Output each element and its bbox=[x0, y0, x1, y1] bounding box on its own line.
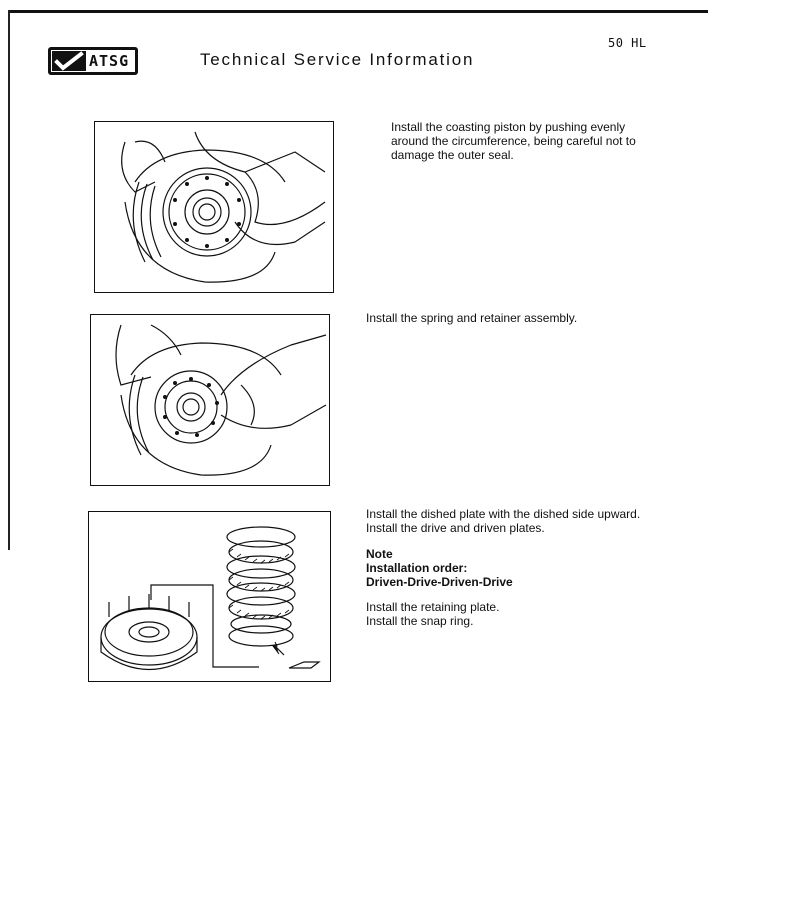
step-coasting-piston-text: Install the coasting piston by pushing evenly around the circumference, being careful not to damage the outer seal. bbox=[391, 120, 636, 162]
coasting-piston-illustration bbox=[95, 122, 335, 294]
note-order-label: Installation order: bbox=[366, 561, 468, 575]
installation-note bbox=[366, 547, 513, 589]
dished-plate-line: Install the dished plate with the dished side upward. bbox=[366, 507, 641, 521]
step-dished-plate-text bbox=[366, 507, 666, 535]
clutch-pack-illustration bbox=[89, 512, 332, 683]
snap-ring-line: Install the snap ring. bbox=[366, 614, 474, 628]
spring-retainer-illustration bbox=[91, 315, 331, 487]
final-steps-text bbox=[366, 600, 666, 628]
left-rule bbox=[8, 10, 10, 550]
drive-plates-line: Install the drive and driven plates. bbox=[366, 521, 545, 535]
figure-spring-retainer bbox=[90, 314, 330, 486]
note-order-sequence: Driven-Drive-Driven-Drive bbox=[366, 575, 513, 589]
step-spring-retainer-text: Install the spring and retainer assembly. bbox=[366, 311, 578, 325]
page-title: Technical Service Information bbox=[200, 50, 475, 69]
logo-text: ATSG bbox=[89, 52, 130, 70]
note-heading: Note bbox=[366, 547, 393, 561]
figure-clutch-pack bbox=[88, 511, 331, 682]
top-rule bbox=[8, 10, 708, 13]
atsg-logo bbox=[48, 47, 138, 75]
page-number: 50 HL bbox=[608, 36, 647, 50]
retaining-plate-line: Install the retaining plate. bbox=[366, 600, 500, 614]
figure-coasting-piston bbox=[94, 121, 334, 293]
checkmark-logo-icon bbox=[51, 50, 87, 72]
